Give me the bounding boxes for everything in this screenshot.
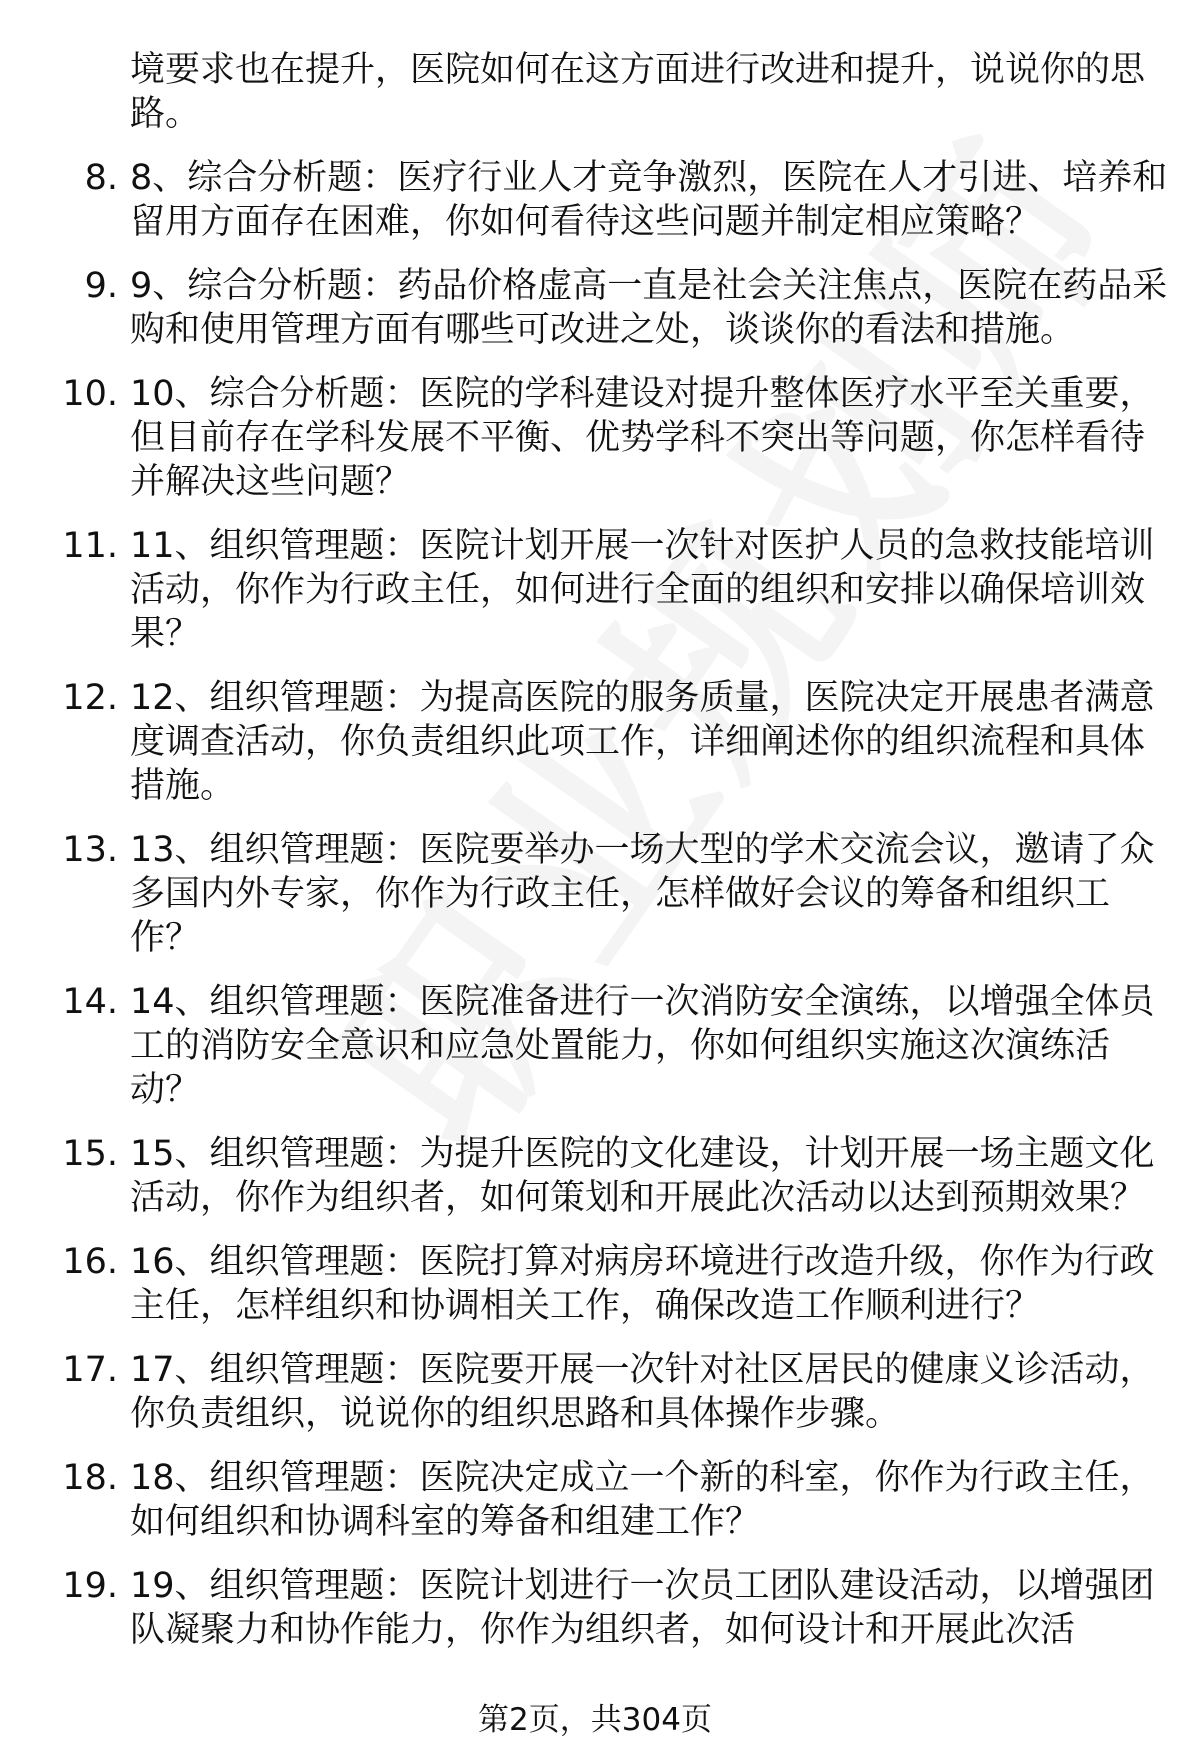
question-number: 13.: [62, 830, 118, 870]
question-number: 15.: [62, 1134, 118, 1174]
question-text: 16、组织管理题：医院打算对病房环境进行改造升级，你作为行政主任，怎样组织和协调相关工作，确保改造工作顺利进行？: [130, 1242, 1155, 1326]
question-item: [62, 372, 1170, 504]
question-item: [84, 264, 1170, 352]
continuation-paragraph: [130, 48, 1170, 136]
question-number: 12.: [62, 678, 118, 718]
question-text: 14、组织管理题：医院准备进行一次消防安全演练，以增强全体员工的消防安全意识和应急处置能力，你如何组织实施这次演练活动？: [130, 982, 1155, 1110]
question-number: 18.: [62, 1458, 118, 1498]
question-text: 19、组织管理题：医院计划进行一次员工团队建设活动，以增强团队凝聚力和协作能力，你作为组织者，如何设计和开展此次活: [130, 1566, 1155, 1650]
question-text: 12、组织管理题：为提高医院的服务质量，医院决定开展患者满意度调查活动，你负责组织此项工作，详细阐述你的组织流程和具体措施。: [130, 678, 1155, 806]
question-text: 10、综合分析题：医院的学科建设对提升整体医疗水平至关重要，但目前存在学科发展不平衡、优势学科不突出等问题，你怎样看待并解决这些问题？: [130, 374, 1155, 502]
question-item: [62, 1132, 1170, 1220]
question-text: 18、组织管理题：医院决定成立一个新的科室，你作为行政主任，如何组织和协调科室的筹备和组建工作？: [130, 1458, 1155, 1542]
question-item: [62, 1348, 1170, 1436]
question-item: [62, 676, 1170, 808]
page-number-label: 第2页，共304页: [478, 1702, 712, 1738]
question-list-container: [62, 48, 1170, 1672]
question-number: 16.: [62, 1242, 118, 1282]
question-number: 9.: [84, 266, 118, 306]
question-number: 19.: [62, 1566, 118, 1606]
page-footer: [0, 1700, 1190, 1740]
question-text: 15、组织管理题：为提升医院的文化建设，计划开展一场主题文化活动，你作为组织者，如何策划和开展此次活动以达到预期效果？: [130, 1134, 1155, 1218]
question-text: 8、综合分析题：医疗行业人才竞争激烈，医院在人才引进、培养和留用方面存在困难，你如何看待这些问题并制定相应策略？: [130, 158, 1168, 242]
question-text: 13、组织管理题：医院要举办一场大型的学术交流会议，邀请了众多国内外专家，你作为行政主任，怎样做好会议的筹备和组织工作？: [130, 830, 1155, 958]
question-item: [62, 1564, 1170, 1652]
question-number: 8.: [84, 158, 118, 198]
question-item: [62, 1240, 1170, 1328]
question-item: [84, 156, 1170, 244]
question-item: [62, 524, 1170, 656]
question-number: 17.: [62, 1350, 118, 1390]
question-number: 10.: [62, 374, 118, 414]
question-number: 14.: [62, 982, 118, 1022]
continuation-text: 境要求也在提升，医院如何在这方面进行改进和提升，说说你的思路。: [130, 50, 1146, 134]
question-number: 11.: [62, 526, 118, 566]
question-item: [62, 828, 1170, 960]
question-text: 17、组织管理题：医院要开展一次针对社区居民的健康义诊活动，你负责组织，说说你的组织思路和具体操作步骤。: [130, 1350, 1155, 1434]
question-text: 9、综合分析题：药品价格虚高一直是社会关注焦点，医院在药品采购和使用管理方面有哪些可改进之处，谈谈你的看法和措施。: [130, 266, 1168, 350]
question-item: [62, 1456, 1170, 1544]
question-text: 11、组织管理题：医院计划开展一次针对医护人员的急救技能培训活动，你作为行政主任，如何进行全面的组织和安排以确保培训效果？: [130, 526, 1155, 654]
question-list: [62, 156, 1170, 1652]
question-item: [62, 980, 1170, 1112]
